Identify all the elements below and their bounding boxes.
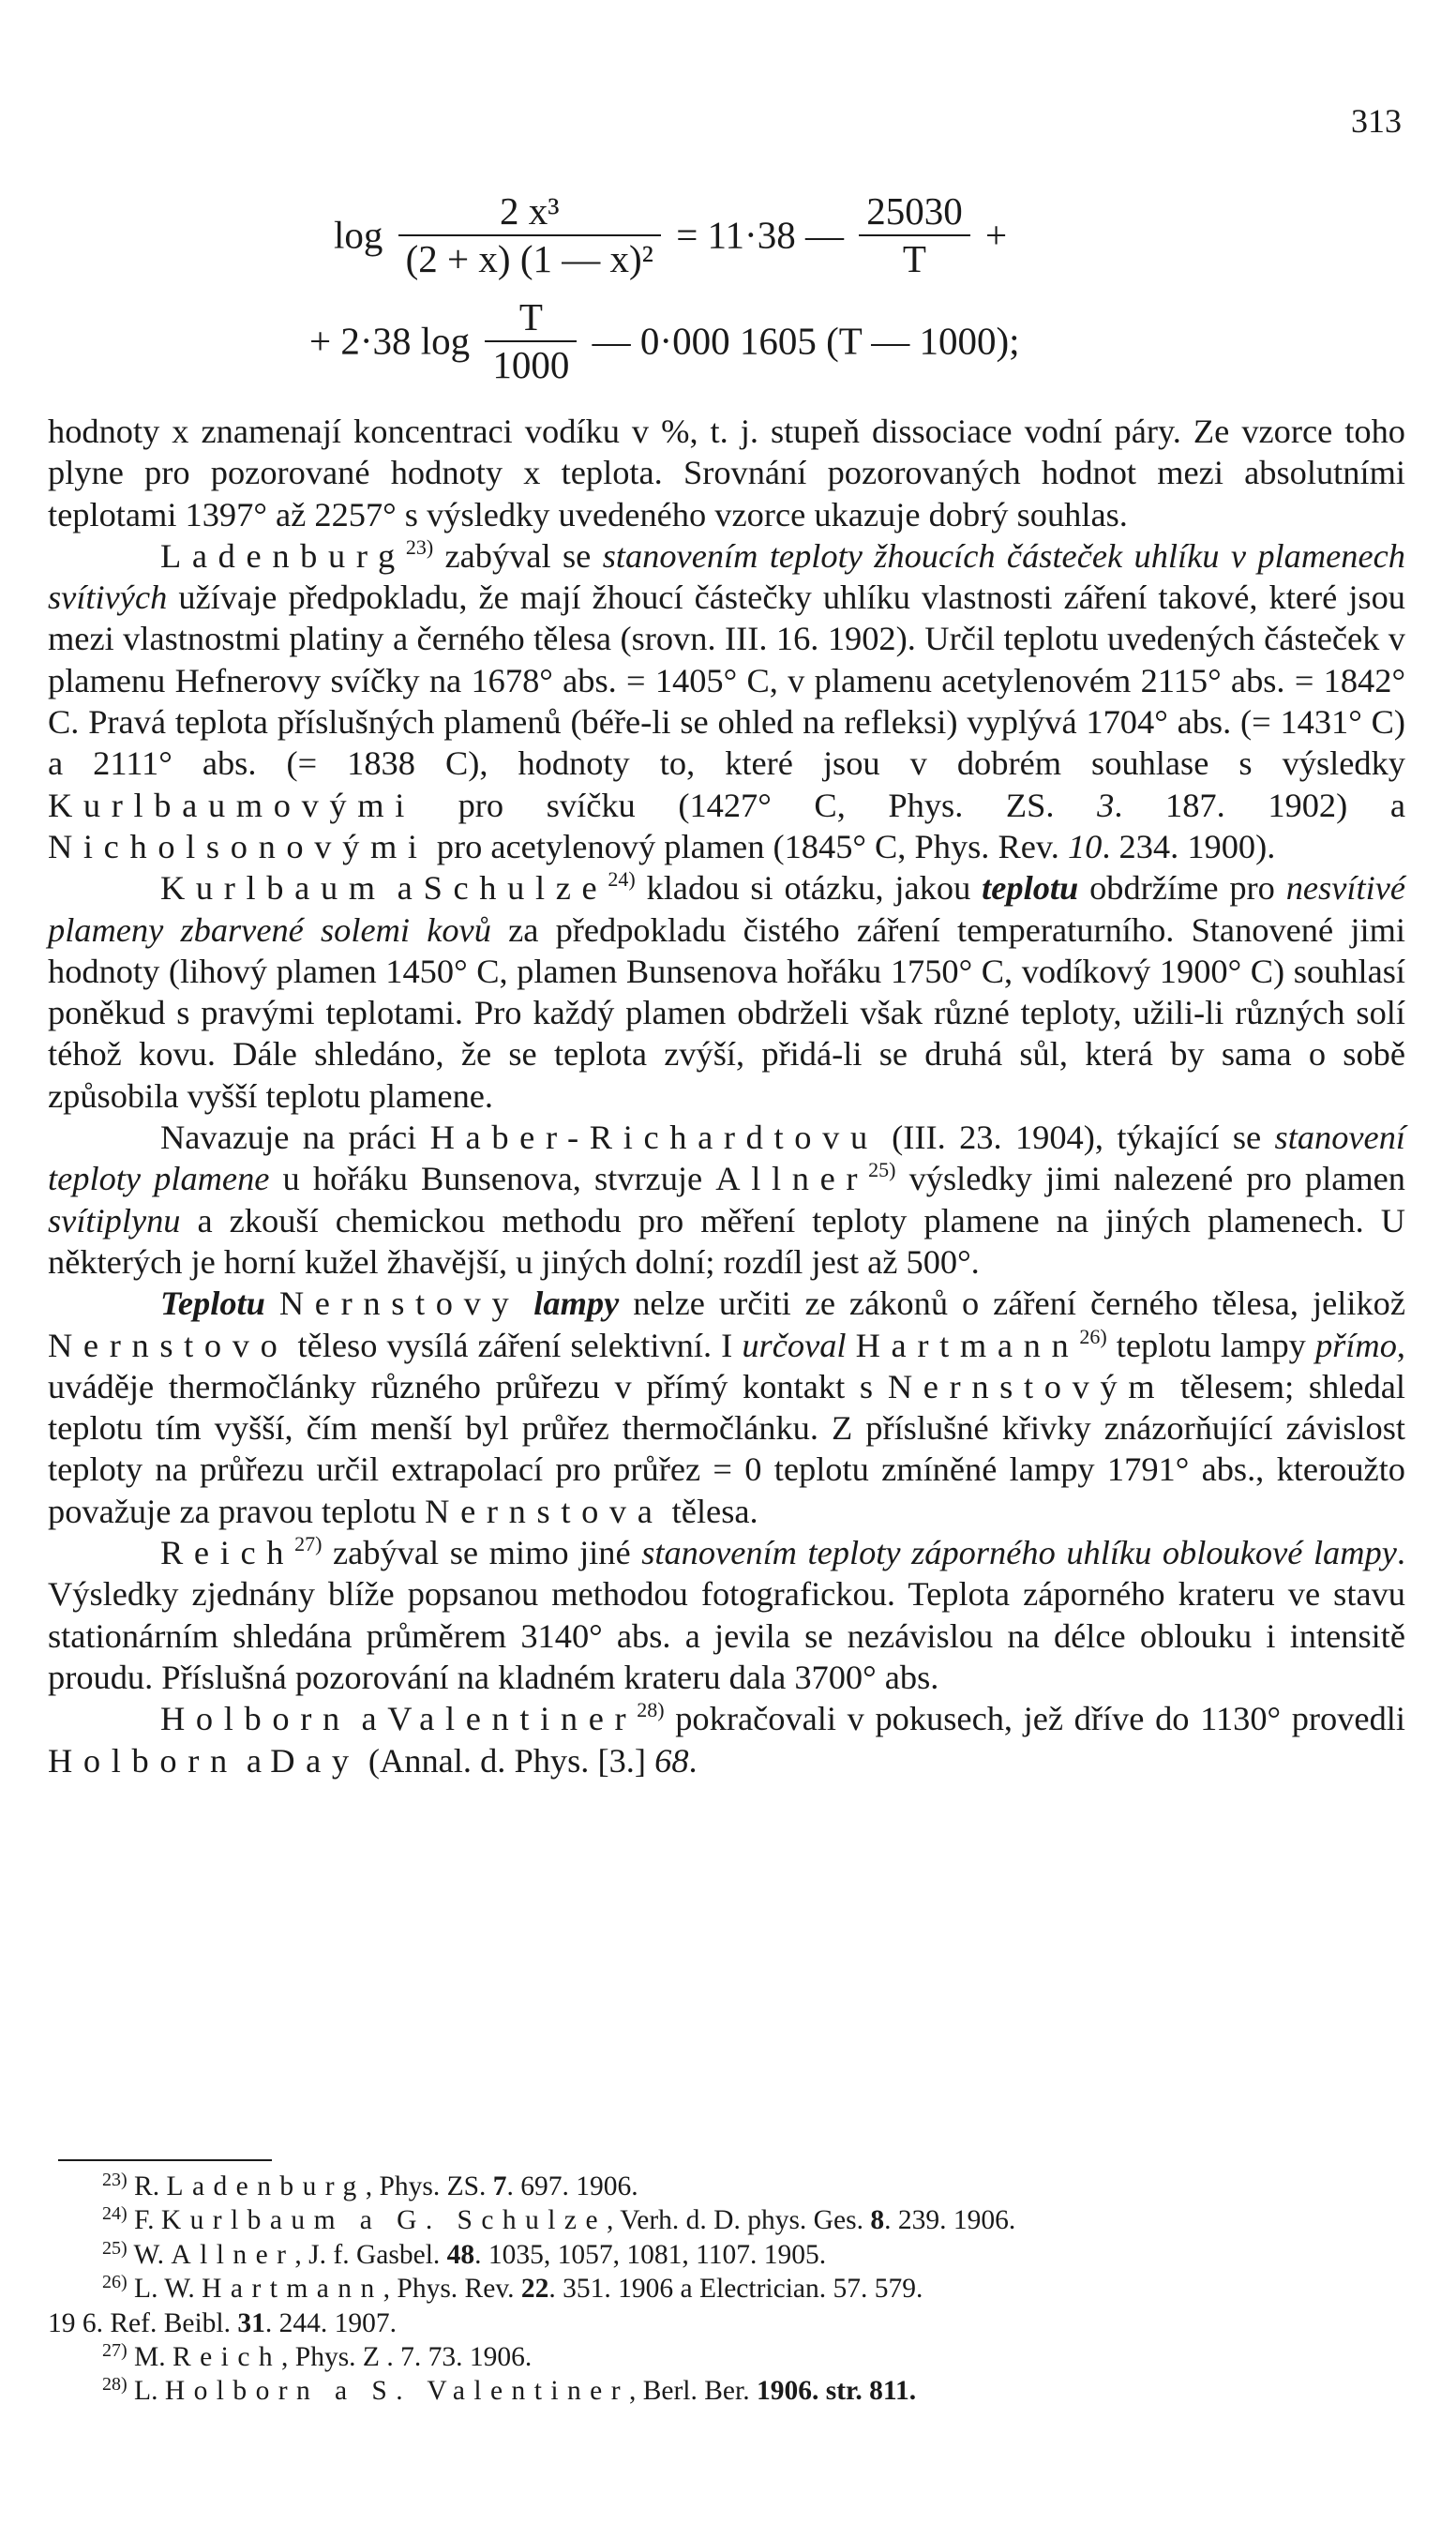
author-name: Allner <box>715 1160 869 1198</box>
author-name: Hartmann <box>855 1326 1080 1364</box>
footnote-ref: 23) <box>405 534 434 559</box>
formula-log: log <box>334 213 383 257</box>
formula-equals: = 11·38 — <box>676 213 844 257</box>
author-name: Haber-Richardtovu <box>429 1119 878 1157</box>
formula-plus: + <box>984 213 1008 257</box>
footnote-26-continued: 19 6. Ref. Beibl. 31. 244. 1907. <box>48 2307 398 2338</box>
author-name: Reich <box>160 1534 295 1572</box>
author-name: Ladenburg <box>160 536 406 575</box>
fraction-denominator: 1000 <box>485 340 577 384</box>
fraction-numerator: 2 x³ <box>500 189 560 233</box>
footnote-ref: 25) <box>868 1158 896 1182</box>
formula-line-2 <box>0 295 1456 386</box>
emphasis: přímo <box>1314 1326 1397 1364</box>
formula-line-1 <box>0 189 1456 280</box>
paragraph-6: Reich$^{27)}$ zabýval se mimo jiné stanovením teploty záporného uhlíku obloukové lampy. Výsledky zjednány blíže popsanou methodou fotografickou. Teplota záporného krateru ve stavu stationárním shledána průměrem 3140° abs. a jevila se nezávislou na délce oblouku i intensitě proudu. Příslušná pozorování na kladném krateru dala 3700° abs. <box>48 1532 1405 1696</box>
author-name: Kurlbaumovými <box>48 786 415 824</box>
footnote-23: $^{23)}$ R. Ladenburg, Phys. ZS. 7. 697. 1906. <box>102 2170 638 2201</box>
footnote-26: $^{26)}$ L. W. Hartmann, Phys. Rev. 22. 351. 1906 a Electrician. 57. 579. <box>102 2272 923 2305</box>
author-name: Schulze <box>423 869 608 908</box>
footnote-ref: 27) <box>294 1532 323 1556</box>
fraction-numerator: 25030 <box>866 189 963 233</box>
author-name: Nernstovy <box>278 1285 520 1323</box>
fraction-numerator: T <box>518 295 543 338</box>
fraction-denominator: (2 + x) (1 — x)² <box>398 234 661 278</box>
emphasis: stanovení teploty plamene <box>48 1119 1406 1198</box>
emphasis: Teplotu <box>160 1285 265 1323</box>
paragraph-5: Teplotu Nernstovy lampy nelze určiti ze zákonů o záření černého tělesa, jelikož Nernstovo těleso vysílá záření selektivní. I určoval Hartmann$^{26)}$ teplotu lampy přímo, uváděje thermočlánky různého průřezu v přímý kontakt s Nernstovým tělesem; shledal teplotu tím vyšší, čím menší byl průřez thermočlánku. Z příslušné křivky znázorňující závislost teploty na průřezu určil extrapolací pro průřez = 0 teplotu zmíněné lampy 1791° abs., kteroužto považuje za pravou teplotu Nernstova tělesa. <box>48 1285 1406 1530</box>
author-name: Holborn <box>48 1741 238 1780</box>
footnotes <box>48 2170 1405 2409</box>
paragraph-2: Ladenburg$^{23)}$ zabýval se stanovením teploty žhoucích částeček uhlíku v plamenech svítivých užívaje předpokladu, že mají žhoucí částečky uhlíku vlastnosti záření takové, které jsou mezi vlastnostmi platiny a černého tělesa (srovn. III. 16. 1902). Určil teplotu uvedených částeček v plamenu Hefnerovy svíčky na 1678° abs. = 1405° C, v plamenu acetylenovém 2115° abs. = 1842° C. Pravá teplota příslušných plamenů (béře-li se ohled na refleksi) vyplývá 1704° abs. (= 1431° C) a 2111° abs. (= 1838 C), hodnoty to, které jsou v dobrém souhlase s výsledky Kurlbaumovými pro svíčku (1427° C, Phys. ZS. 3. 187. 1902) a Nicholsonovými pro acetylenový plamen (1845° C, Phys. Rev. 10. 234. 1900). <box>48 534 1405 865</box>
fraction-denominator: T <box>859 234 970 278</box>
formula-fraction-2 <box>859 189 970 280</box>
emphasis: lampy <box>533 1285 620 1323</box>
formula-fraction-lhs <box>398 189 661 280</box>
author-name: Day <box>270 1741 360 1780</box>
paragraph-7: Holborn a Valentiner$^{28)}$ pokračovali v pokusech, jež dříve do 1130° provedli Holborn a Day (Annal. d. Phys. [3.] 68. <box>48 1698 1405 1780</box>
author-name: Valentiner <box>387 1700 638 1738</box>
formula-lead: + 2·38 log <box>309 319 471 363</box>
footnote-ref: 24) <box>608 867 636 892</box>
author-name: Holborn <box>160 1700 351 1738</box>
paragraph-3: Kurlbaum a Schulze$^{24)}$ kladou si otázku, jakou teplotu obdržíme pro nesvítivé plameny zbarvené solemi kovů za předpokladu čistého záření temperaturního. Stanovené jimi hodnoty (lihový plamen 1450° C, plamen Bunsenova hořáku 1750° C, vodíkový 1900° C) souhlasí poněkud s pravými teplotami. Pro každý plamen obdrželi však různé teploty, užili-li různých solí téhož kovu. Dále shledáno, že se teplota zvýší, přidá-li se druhá sůl, která by sama o sobě způsobila vyšší teplotu plamene. <box>48 867 1405 1115</box>
emphasis: nesvítivé plameny zbarvené solemi kovů <box>48 869 1405 949</box>
footnote-ref: 28) <box>637 1698 665 1722</box>
author-name: Nernstovo <box>48 1326 289 1364</box>
footnote-ref: 26) <box>1079 1324 1107 1348</box>
footnote-28: $^{28)}$ L. Holborn a S. Valentiner, Berl. Ber. 1906. str. 811. <box>102 2374 917 2407</box>
author-name: Nernstova <box>425 1492 664 1530</box>
body-text <box>48 411 1405 1781</box>
author-name: Nernstovým <box>887 1367 1166 1405</box>
formula-fraction-3 <box>485 295 577 386</box>
emphasis: určoval <box>742 1326 847 1364</box>
emphasis: stanovením teploty žhoucích částeček uhlíku v plamenech svítivých <box>48 536 1405 617</box>
author-name: Kurlbaum <box>160 869 386 908</box>
formula-tail: — 0·000 1605 (T — 1000); <box>592 319 1020 363</box>
paragraph-1: hodnoty x znamenají koncentraci vodíku v %, t. j. stupeň dissociace vodní páry. Ze vzorce toho plyne pro pozorované hodnoty x teplota. Srovnání pozorovaných hodnot mezi absolutními teplotami 1397° až 2257° s výsledky uvedeného vzorce ukazuje dobrý souhlas. <box>48 413 1405 533</box>
emphasis: stanovením teploty záporného uhlíku obloukové lampy <box>641 1534 1397 1572</box>
footnote-separator <box>58 2159 272 2161</box>
paragraph-4: Navazuje na práci Haber-Richardtovu (III. 23. 1904), týkající se stanovení teploty plamene u hořáku Bunsenova, stvrzuje Allner$^{25)}$ výsledky jimi nalezené pro plamen svítiplynu a zkouší chemickou methodu pro měření teploty plamene na jiných plamenech. U některých je horní kužel žhavější, u jiných dolní; rozdíl jest až 500°. <box>48 1119 1406 1281</box>
page-number: 313 <box>1351 102 1402 140</box>
footnote-25: $^{25)}$ W. Allner, J. f. Gasbel. 48. 1035, 1057, 1081, 1107. 1905. <box>102 2237 827 2270</box>
footnote-24: $^{24)}$ F. Kurlbaum a G. Schulze, Verh. d. D. phys. Ges. 8. 239. 1906. <box>102 2203 1016 2236</box>
emphasis: svítiplynu <box>48 1201 181 1239</box>
author-name: Nicholsonovými <box>48 827 428 865</box>
footnote-27: $^{27)}$ M. Reich, Phys. Z . 7. 73. 1906. <box>102 2340 533 2373</box>
emphasis: teplotu <box>982 869 1079 908</box>
